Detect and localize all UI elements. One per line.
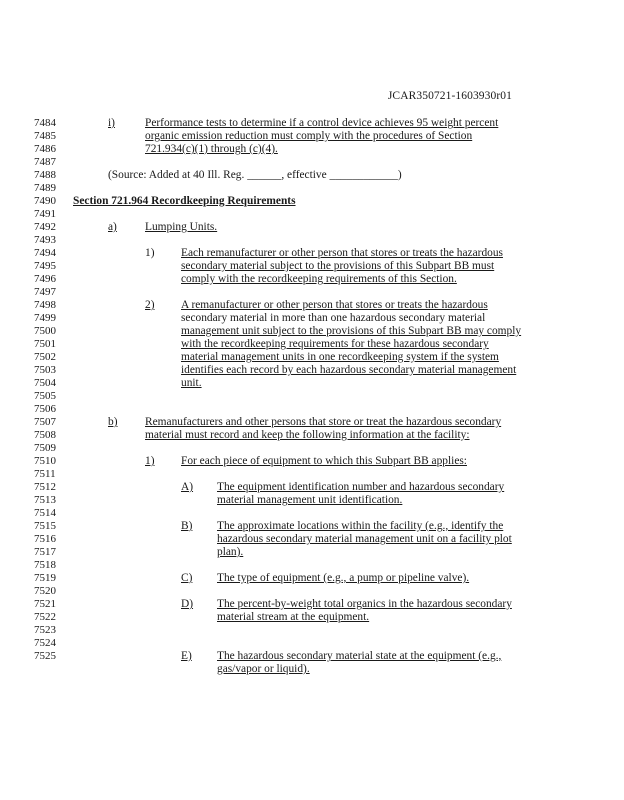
item-A-line-1: The equipment identification number and hazardous secondary [217, 481, 505, 493]
item-i-line-2: organic emission reduction must comply with the procedures of Section [145, 130, 473, 142]
item-C-label: C) [181, 572, 193, 584]
item-b-line-1: Remanufacturers and other persons that store or treat the hazardous secondary [145, 416, 502, 428]
line-number: 7520 [34, 585, 56, 597]
line-number: 7523 [34, 624, 56, 636]
item-a2-line-1: A remanufacturer or other person that stores or treats the hazardous [181, 299, 488, 311]
line-number: 7487 [34, 156, 56, 168]
item-C-text: The type of equipment (e.g., a pump or pipeline valve). [217, 572, 470, 584]
item-E-line-1: The hazardous secondary material state at the equipment (e.g., [217, 650, 502, 662]
section-heading: Section 721.964 Recordkeeping Requirements [73, 195, 296, 207]
item-a1-label: 1) [145, 247, 155, 259]
line-number: 7498 [34, 299, 56, 311]
line-number: 7489 [34, 182, 56, 194]
line-number: 7495 [34, 260, 56, 272]
item-B-line-3: plan). [217, 546, 244, 558]
line-number: 7492 [34, 221, 56, 233]
line-number: 7502 [34, 351, 56, 363]
line-number: 7521 [34, 598, 56, 610]
line-number: 7485 [34, 130, 56, 142]
item-b-line-2: material must record and keep the following information at the facility: [145, 429, 470, 441]
line-number: 7505 [34, 390, 56, 402]
line-number: 7511 [34, 468, 56, 480]
item-A-label: A) [181, 481, 194, 493]
item-a-label: a) [108, 221, 117, 233]
line-number: 7516 [34, 533, 56, 545]
line-number: 7499 [34, 312, 56, 324]
item-D-label: D) [181, 598, 194, 610]
line-number: 7507 [34, 416, 56, 428]
line-number: 7517 [34, 546, 56, 558]
item-a-text: Lumping Units. [145, 221, 218, 233]
line-number: 7484 [34, 117, 56, 129]
item-i-line-1: Performance tests to determine if a control device achieves 95 weight percent [145, 117, 499, 129]
item-B-line-2: hazardous secondary material management unit on a facility plot [217, 533, 512, 545]
item-a2-line-2: secondary material in more than one hazardous secondary material [181, 312, 486, 324]
document-id-header: JCAR350721-1603930r01 [387, 90, 512, 102]
item-i-line-3: 721.934(c)(1) through (c)(4). [145, 143, 278, 155]
item-D-line-2: material stream at the equipment. [217, 611, 370, 623]
line-number: 7518 [34, 559, 56, 571]
item-b1-text: For each piece of equipment to which this Subpart BB applies: [181, 455, 467, 467]
item-E-line-2: gas/vapor or liquid). [217, 663, 310, 675]
line-number: 7488 [34, 169, 56, 181]
line-number: 7525 [34, 650, 56, 662]
line-number: 7501 [34, 338, 56, 350]
line-number: 7503 [34, 364, 56, 376]
item-b1-label: 1) [145, 455, 155, 467]
line-number: 7524 [34, 637, 56, 649]
item-a2-line-6: identifies each record by each hazardous secondary material management [181, 364, 517, 376]
item-B-label: B) [181, 520, 193, 532]
line-number: 7515 [34, 520, 56, 532]
line-number: 7519 [34, 572, 56, 584]
line-number: 7509 [34, 442, 56, 454]
line-number: 7490 [34, 195, 56, 207]
item-a2-line-5: material management units in one recordkeeping system if the system [181, 351, 499, 363]
line-number: 7491 [34, 208, 56, 220]
item-a2-line-7: unit. [181, 377, 202, 389]
item-a1-line-2: secondary material subject to the provisions of this Subpart BB must [181, 260, 495, 272]
item-a2-line-3: management unit subject to the provisions of this Subpart BB may comply [181, 325, 522, 337]
item-b-label: b) [108, 416, 118, 428]
item-a1-line-3: comply with the recordkeeping requirements of this Section. [181, 273, 457, 285]
item-B-line-1: The approximate locations within the facility (e.g., identify the [217, 520, 504, 532]
line-number: 7508 [34, 429, 56, 441]
item-A-line-2: material management unit identification. [217, 494, 403, 506]
line-number: 7496 [34, 273, 56, 285]
line-number: 7512 [34, 481, 56, 493]
item-D-line-1: The percent-by-weight total organics in the hazardous secondary [217, 598, 512, 610]
item-a2-label: 2) [145, 299, 155, 311]
item-a1-line-1: Each remanufacturer or other person that stores or treats the hazardous [181, 247, 503, 259]
line-number: 7486 [34, 143, 56, 155]
item-a2-line-4: with the recordkeeping requirements for these hazardous secondary [181, 338, 489, 350]
line-number: 7493 [34, 234, 56, 246]
item-E-label: E) [181, 650, 192, 662]
line-number: 7514 [34, 507, 56, 519]
line-number: 7506 [34, 403, 56, 415]
line-number: 7504 [34, 377, 56, 389]
line-number: 7497 [34, 286, 56, 298]
line-number: 7522 [34, 611, 56, 623]
line-number: 7494 [34, 247, 56, 259]
line-number: 7510 [34, 455, 56, 467]
line-number: 7513 [34, 494, 56, 506]
item-i-label: i) [108, 117, 115, 129]
source-note: (Source: Added at 40 Ill. Reg. ______, effective ____________) [108, 169, 402, 181]
line-number: 7500 [34, 325, 56, 337]
